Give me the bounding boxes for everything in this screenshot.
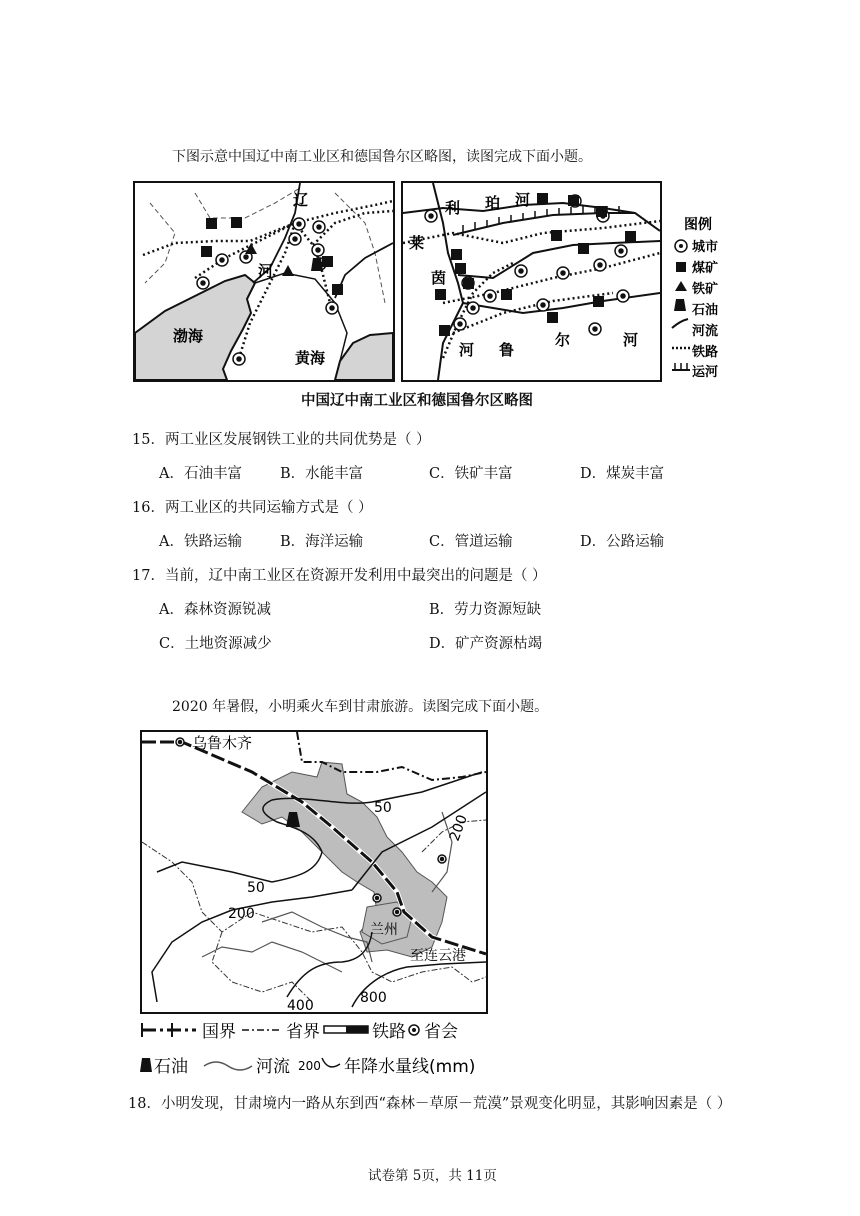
question-17-stem: 17．当前，辽中南工业区在资源开发利用中最突出的问题是（ ） (132, 568, 547, 584)
coal-icon (676, 262, 686, 272)
label-urumqi: 乌鲁木齐 (192, 734, 253, 752)
oil-icon (674, 299, 686, 311)
border-icon (142, 1023, 196, 1037)
isoline-label-50b: 50 (247, 880, 265, 896)
question-16-stem: 16．两工业区的共同运输方式是（ ） (132, 500, 373, 516)
q16-option-a[interactable]: A．铁路运输 (159, 534, 242, 550)
svg-text:国界: 国界 (202, 1022, 236, 1042)
label-li: 利 (445, 199, 461, 217)
section1-intro: 下图示意中国辽中南工业区和德国鲁尔区略图，读图完成下面小题。 (172, 149, 592, 165)
railway-icon (324, 1026, 368, 1033)
figure-caption: 中国辽中南工业区和德国鲁尔区略图 (301, 393, 533, 409)
svg-text:河流: 河流 (692, 324, 719, 339)
label-lu: 鲁 (499, 341, 515, 359)
legend-title: 图例 (684, 217, 712, 233)
label-huanghai: 黄海 (295, 349, 326, 367)
isoline-label-50a: 50 (374, 800, 392, 816)
svg-text:河流: 河流 (256, 1057, 290, 1077)
q17-option-c[interactable]: C．土地资源减少 (159, 636, 272, 652)
liaozhongnan-map (133, 181, 395, 382)
question-15-stem: 15．两工业区发展钢铁工业的共同优势是（ ） (132, 432, 431, 448)
map-legend (664, 181, 744, 378)
capital-icon (409, 1025, 419, 1035)
oil-icon (140, 1058, 152, 1072)
iron-icon (675, 281, 687, 291)
river-icon (204, 1062, 252, 1070)
isoline-label-800: 800 (360, 990, 387, 1006)
q15-option-b[interactable]: B．水能丰富 (280, 466, 364, 482)
svg-text:城市: 城市 (692, 240, 719, 255)
section2-intro: 2020 年暑假，小明乘火车到甘肃旅游。读图完成下面小题。 (172, 699, 549, 715)
river-icon (672, 319, 688, 328)
label-he: 河 (258, 262, 274, 280)
svg-text:铁路: 铁路 (372, 1022, 406, 1042)
question-18-stem: 18．小明发现，甘肃境内一路从东到西“森林－草原－荒漠”景观变化明显，其影响因素是（ ） (128, 1096, 732, 1112)
label-lai: 莱 (409, 234, 425, 252)
label-lanzhou: 兰州 (370, 922, 398, 938)
q17-option-b[interactable]: B．劳力资源短缺 (429, 602, 542, 618)
label-lianyungang: 至连云港 (410, 948, 466, 964)
isoline-icon (322, 1058, 340, 1067)
label-he2: 河 (459, 341, 475, 359)
q17-option-a[interactable]: A．森林资源锐减 (159, 602, 271, 618)
q15-option-a[interactable]: A．石油丰富 (159, 466, 242, 482)
svg-text:煤矿: 煤矿 (692, 261, 719, 276)
legend-isoline-number: 200 (298, 1059, 321, 1073)
svg-text:铁矿: 铁矿 (692, 282, 719, 297)
q16-option-b[interactable]: B．海洋运输 (280, 534, 364, 550)
label-po: 珀 (485, 194, 501, 212)
svg-text:石油: 石油 (154, 1057, 188, 1077)
svg-text:省界: 省界 (286, 1022, 320, 1042)
canal-icon (672, 363, 690, 370)
svg-text:铁路: 铁路 (692, 345, 719, 360)
svg-text:运河: 运河 (692, 365, 719, 378)
isoline-label-200b: 200 (446, 812, 471, 844)
svg-text:石油: 石油 (692, 303, 719, 318)
q15-option-c[interactable]: C．铁矿丰富 (429, 466, 513, 482)
isoline-label-400: 400 (287, 998, 314, 1012)
label-he3: 河 (623, 331, 639, 349)
oil-marker (311, 258, 323, 271)
label-he1: 河 (515, 191, 531, 209)
svg-text:年降水量线(mm): 年降水量线(mm) (344, 1057, 476, 1077)
label-liao: 辽 (293, 191, 309, 209)
svg-text:省会: 省会 (424, 1022, 458, 1042)
page-footer: 试卷第 5页，共 11页 (368, 1168, 497, 1184)
label-bohai: 渤海 (173, 327, 204, 345)
ruhr-map (401, 181, 662, 382)
q17-option-d[interactable]: D．矿产资源枯竭 (429, 636, 543, 652)
gansu-legend (140, 1014, 500, 1080)
q16-option-c[interactable]: C．管道运输 (429, 534, 513, 550)
q15-option-d[interactable]: D．煤炭丰富 (580, 466, 665, 482)
gansu-map (140, 730, 488, 1014)
label-er: 尔 (555, 331, 571, 349)
isoline-label-200a: 200 (228, 906, 255, 922)
q16-option-d[interactable]: D．公路运输 (580, 534, 665, 550)
label-yin: 茵 (431, 269, 447, 287)
